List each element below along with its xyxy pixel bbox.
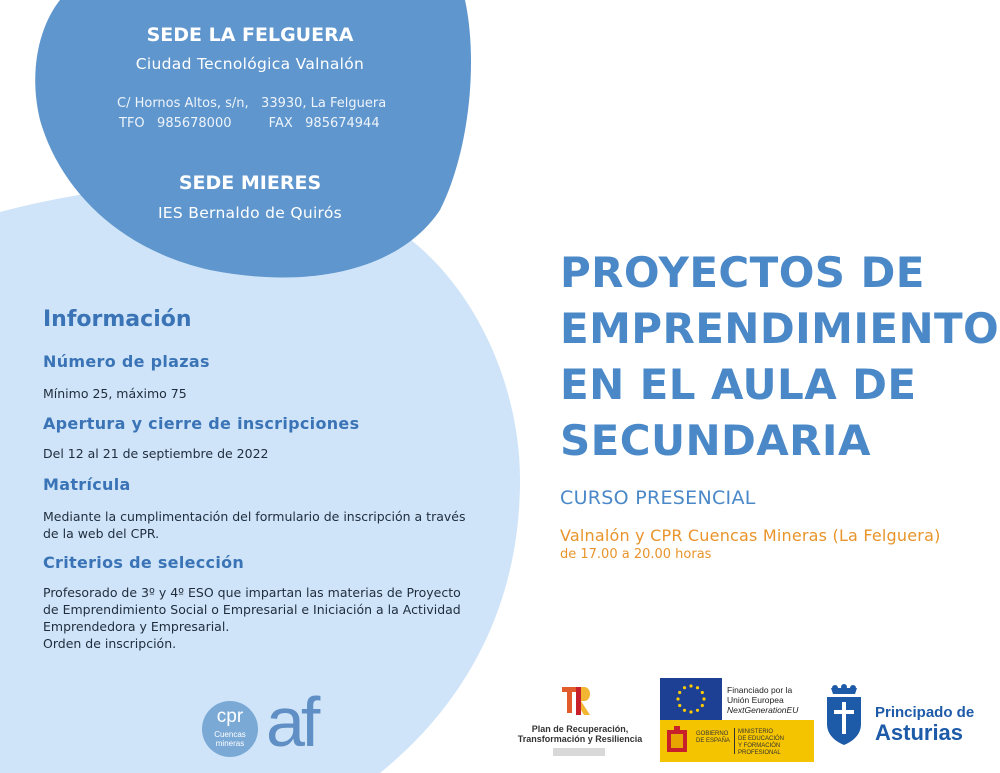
cpr-logo-main: cpr <box>216 706 244 727</box>
asturias-line: Principado de <box>875 704 975 721</box>
section-text-criterios <box>43 584 483 652</box>
course-title-line: EMPRENDIMIENTO <box>560 304 1000 353</box>
text-line: Orden de inscripción. <box>43 636 177 651</box>
prtr-line: Transformación y Resiliencia <box>517 734 643 744</box>
section-title-plazas: Número de plazas <box>43 352 210 371</box>
section-title-inscripciones: Apertura y cierre de inscripciones <box>43 414 360 433</box>
ministerio-text <box>738 729 814 757</box>
spain-coat-of-arms-icon <box>664 726 690 756</box>
course-venue: Valnalón y CPR Cuencas Mineras (La Felguera) <box>560 526 941 545</box>
gob-line: DE ESPAÑA <box>696 738 730 744</box>
ministerio-logo <box>660 720 814 762</box>
section-text-plazas <box>43 385 483 402</box>
asturias-line: Asturias <box>875 720 964 745</box>
ministerio-divider <box>734 728 735 754</box>
prtr-line: Plan de Recuperación, <box>531 724 629 734</box>
course-title <box>560 245 1000 469</box>
section-title-matricula: Matrícula <box>43 475 131 494</box>
section-title-criterios: Criterios de selección <box>43 553 245 572</box>
eu-line: NextGenerationEU <box>727 705 799 715</box>
gob-line: DE EDUCACIÓN <box>738 736 785 742</box>
cpr-logo-sub <box>202 730 258 748</box>
sede-mieres-subtitle: IES Bernaldo de Quirós <box>157 204 343 222</box>
info-heading: Información <box>43 307 192 332</box>
text-line: Mínimo 25, máximo 75 <box>43 386 187 401</box>
section-text-matricula <box>43 508 483 542</box>
cpr-logo-line: Cuencas <box>214 730 246 739</box>
gob-line: Y FORMACIÓN PROFESIONAL <box>738 743 781 756</box>
eu-text <box>727 685 798 715</box>
asturias-coat-of-arms-icon <box>823 684 865 746</box>
section-text-inscripciones <box>43 445 483 462</box>
course-hours: de 17.00 a 20.00 horas <box>560 547 712 562</box>
cpr-logo-line: mineras <box>215 739 245 748</box>
text-line: Mediante la cumplimentación del formulario de inscripción a través <box>43 509 466 524</box>
text-line: de la web del CPR. <box>43 526 160 541</box>
gobierno-text <box>696 731 730 745</box>
eu-flag-icon <box>660 678 722 720</box>
prtr-emblem-icon <box>560 685 598 719</box>
prtr-small-logos <box>553 748 605 756</box>
asturias-text <box>875 704 974 745</box>
text-line: de Emprendimiento Social o Empresarial e Iniciación a la Actividad <box>43 602 461 617</box>
text-line: Profesorado de 3º y 4º ESO que impartan las materias de Proyecto <box>43 585 461 600</box>
af-logo: af <box>266 683 317 761</box>
cpr-logo <box>202 701 258 757</box>
gob-line: MINISTERIO <box>738 729 774 735</box>
sede-mieres-title: SEDE MIERES <box>178 172 322 194</box>
eu-line: Financiado por la <box>727 685 793 695</box>
course-title-line: PROYECTOS DE <box>560 248 925 297</box>
gob-line: GOBIERNO <box>696 731 729 737</box>
course-type: CURSO PRESENCIAL <box>560 487 756 509</box>
eu-stars-icon <box>660 678 722 720</box>
course-title-line: EN EL AULA DE <box>560 360 917 409</box>
sede-felguera-address: C/ Hornos Altos, s/n, 33930, La Felguera <box>117 96 387 111</box>
eu-line: Unión Europea <box>727 695 784 705</box>
text-line: Del 12 al 21 de septiembre de 2022 <box>43 446 269 461</box>
text-line: Emprendedora y Empresarial. <box>43 619 230 634</box>
prtr-text <box>515 724 645 744</box>
course-title-line: SECUNDARIA <box>560 416 871 465</box>
sede-felguera-phones: TFO 985678000 FAX 985674944 <box>119 116 380 131</box>
sede-felguera-subtitle: Ciudad Tecnológica Valnalón <box>135 55 365 73</box>
sede-felguera-title: SEDE LA FELGUERA <box>146 24 354 46</box>
